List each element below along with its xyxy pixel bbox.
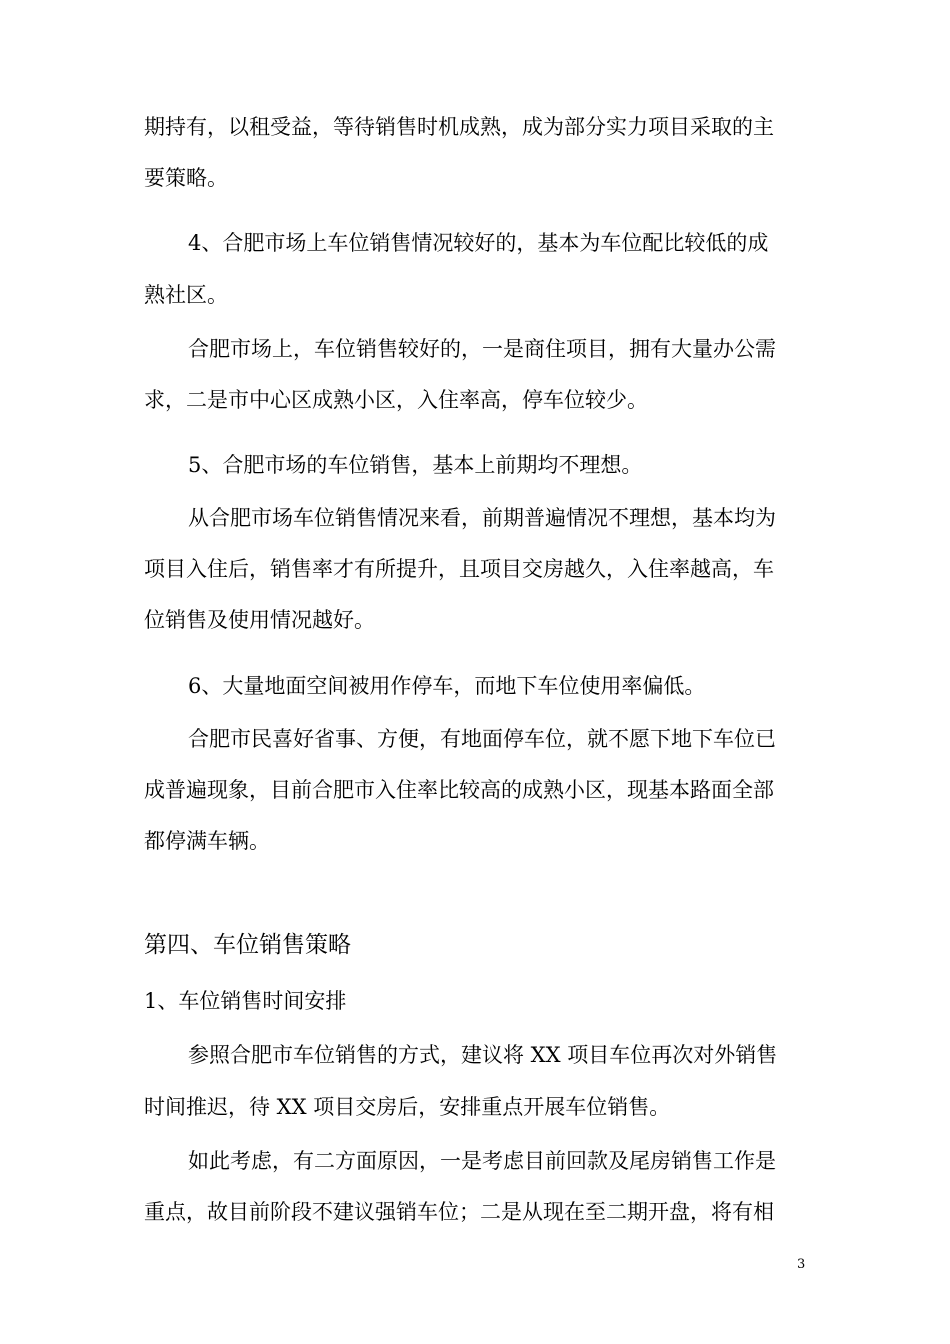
- text-line: 参照合肥市车位销售的方式，建议将 XX 项目车位再次对外销售: [188, 1043, 778, 1067]
- text-line: 从合肥市场车位销售情况来看，前期普遍情况不理想，基本均为: [188, 506, 776, 530]
- text-line: 4、合肥市场上车位销售情况较好的，基本为车位配比较低的成: [188, 231, 769, 255]
- page-number: 3: [797, 1257, 806, 1272]
- section-heading: 第四、车位销售策略: [144, 932, 351, 958]
- text-line: 求，二是市中心区成熟小区，入住率高，停车位较少。: [144, 388, 648, 412]
- text-line: 时间推迟，待 XX 项目交房后，安排重点开展车位销售。: [144, 1095, 671, 1119]
- text-line: 都停满车辆。: [144, 829, 270, 853]
- text-line: 合肥市场上，车位销售较好的，一是商住项目，拥有大量办公需: [188, 337, 776, 361]
- text-line: 位销售及使用情况越好。: [144, 608, 375, 632]
- text-line: 合肥市民喜好省事、方便，有地面停车位，就不愿下地下车位已: [188, 727, 776, 751]
- text-line: 成普遍现象，目前合肥市入住率比较高的成熟小区，现基本路面全部: [144, 778, 774, 802]
- text-line: 要策略。: [144, 166, 228, 190]
- subsection-heading: 1、车位销售时间安排: [144, 989, 347, 1013]
- text-line: 熟社区。: [144, 283, 228, 307]
- text-line: 项目入住后，销售率才有所提升，且项目交房越久，入住率越高，车: [144, 557, 774, 581]
- text-line: 5、合肥市场的车位销售，基本上前期均不理想。: [188, 453, 643, 477]
- text-line: 重点，故目前阶段不建议强销车位；二是从现在至二期开盘，将有相: [144, 1200, 774, 1224]
- text-line: 6、大量地面空间被用作停车，而地下车位使用率偏低。: [188, 674, 706, 698]
- text-line: 期持有，以租受益，等待销售时机成熟，成为部分实力项目采取的主: [144, 115, 774, 139]
- text-line: 如此考虑，有二方面原因，一是考虑目前回款及尾房销售工作是: [188, 1149, 776, 1173]
